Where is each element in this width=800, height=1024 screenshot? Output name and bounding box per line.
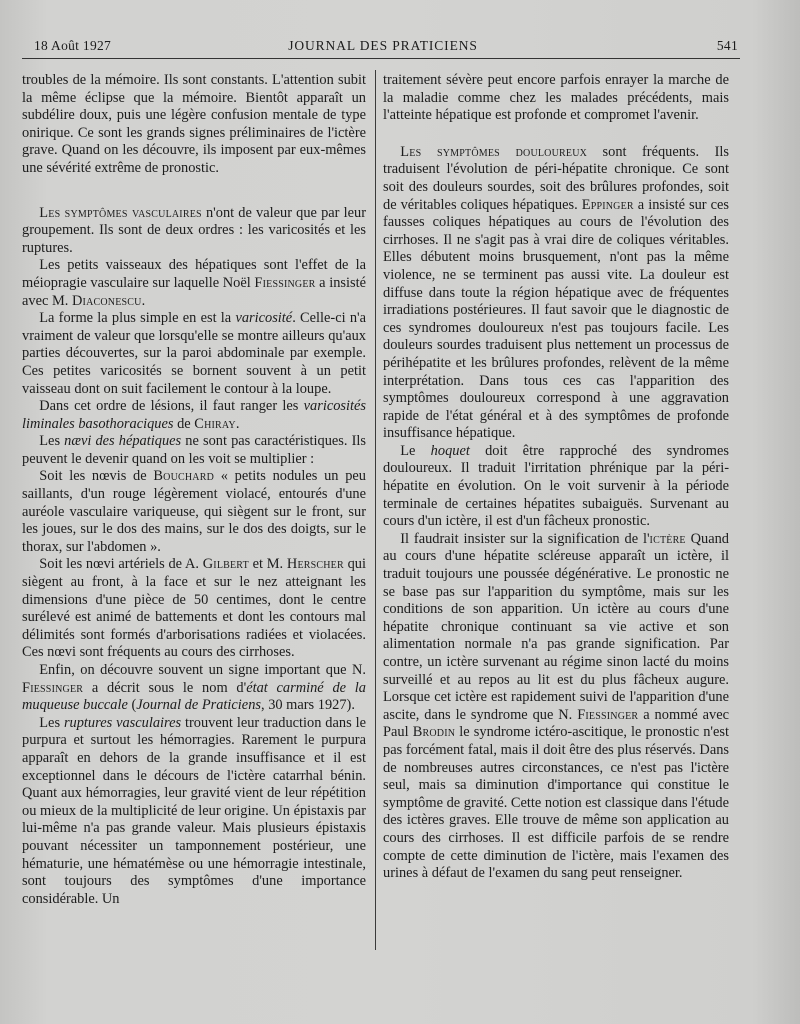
paragraph-naevi: Les nævi des hépatiques ne sont pas caractéristiques. Ils peuvent le devenir quand on les voit se multiplier : — [22, 433, 366, 467]
paragraph-hiccup: Le hoquet doit être rapproché des syndromes douloureux. Il traduit l'irritation phrénique par la péri-hépatite en évolution. On le voit survenir à la période terminale de certaines hépatites subaiguës. Survenant au cours d'un ictère, il est d'un fâcheux pronostic. — [383, 442, 729, 530]
paragraph-small-vessels: Les petits vaisseaux des hépatiques sont l'effet de la méiopragie vasculaire sur laquelle Noël Fiessinger a insisté avec M. Diaconescu. — [22, 257, 366, 309]
paragraph-liminal-varicosities: Dans cet ordre de lésions, il faut ranger les varicosités liminales basothoraciques de Chiray. — [22, 398, 366, 432]
journal-title: JOURNAL DES PRATICIENS — [288, 38, 478, 53]
paragraph-vascular-symptoms: Les symptômes vasculaires n'ont de valeur que par leur groupement. Ils sont de deux ordres : les varicosités et les ruptures. — [22, 204, 366, 256]
paragraph-carmine-state: Enfin, on découvre souvent un signe important que N. Fiessinger a décrit sous le nom d'état carminé de la muqueuse buccale (Journal de Praticiens, 30 mars 1927). — [22, 662, 366, 714]
right-column — [383, 72, 729, 883]
paragraph-icterus: Il faudrait insister sur la signification de l'ictère Quand au cours d'une hépatite scléreuse apparaît un ictère, il traduit toujours une poussée dégénérative. Le pronostic ne se base pas sur l'apparition du symptôme, mais sur les conditions de son apparition. Un ictère au cours d'une hépatite chronique continuant sa vie active et son alimentation normale n'a pas grande signification. Par contre, un ictère survenant au régime sinon lacté du moins surveillé et au repos au lit est du plus fâcheux augure. Lorsque cet ictère est rapidement suivi de l'apparition d'une ascite, dans le syndrome que N. Fiessinger a nommé avec Paul Brodin le syndrome ictéro-ascitique, le pronostic n'est pas forcément fatal, mais il doit être des plus réservés. Dans de nombreuses autres circonstances, ce n'est pas l'ictère seul, mais sa diminution d'importance qui constitue le symptôme de gravité. Cette notion est classique dans l'étude des ictères graves. Elle trouve de même son application au cours des cirrhoses. Il est difficile parfois de se rendre compte de cette diminution de l'ictère, mais l'examen des urines à défaut de l'examen du sang peut renseigner. — [383, 530, 729, 882]
column-divider — [375, 70, 376, 950]
paragraph-memory-troubles: troubles de la mémoire. Ils sont constants. L'attention subit la même éclipse que la mémoire. Bientôt apparaît un subdélire doux, puis une légère confusion mentale de type onirique. Ce sont les grands signes préliminaires de l'ictère grave. Quand on les découvre, ils imposent par eux-mêmes une sévérité extrême de pronostic. — [22, 72, 366, 176]
header-rule — [22, 58, 740, 59]
running-header — [28, 38, 738, 58]
paragraph-bouchard-naevi: Soit les nœvis de Bouchard « petits nodules un peu saillants, d'un rouge légèrement violacé, entourés d'une auréole vasculaire variqueuse, qui siègent sur le front, sur les joues, sur le dos des mains, sur le dos des doigts, sur le thorax, sur l'abdomen ». — [22, 468, 366, 555]
paragraph-vascular-ruptures: Les ruptures vasculaires trouvent leur traduction dans le purpura et surtout les hémorragies. Rarement le purpura apparaît en dehors de la grande insuffisance et il est exceptionnel dans le décours de l'ictère catarrhal bénin. Quant aux hémorragies, leur gravité vient de leur répétition ou mieux de la multiplicité de leur origine. Un épistaxis par lui-même n'a pas grande valeur. Mais plusieurs épistaxis pouvant nécessiter un tamponnement postérieur, une hématurie, une hématémèse ou une hémorragie intestinale, sont toujours des symptômes d'une importance considérable. Un — [22, 714, 366, 907]
paragraph-treatment: traitement sévère peut encore parfois enrayer la marche de la maladie comme chez les malades précédents, mais l'atteinte hépatique est profonde et compromet l'avenir. — [383, 72, 729, 124]
paragraph-arterial-naevi: Soit les nœvi artériels de A. Gilbert et M. Herscher qui siègent au front, à la face et sur le nez atteignant les dimensions d'une pièce de 50 centimes, dont le centre surélevé est animé de battements et dont les contours mal délimités sont formés d'arborisations radiées et violacées. Ces nœvi sont fréquents au cours des cirrhoses. — [22, 556, 366, 661]
header-date: 18 Août 1927 — [34, 38, 112, 53]
paragraph-painful-symptoms: Les symptômes douloureux sont fréquents. Ils traduisent l'évolution de péri-hépatite chronique. Ce sont soit des douleurs sourdes, soit des brûlures profondes, soit de véritables coliques hépatiques. Eppinger a insisté sur ces fausses coliques hépatiques au cours de l'évolution des cirrhoses. Il ne s'agit pas à vrai dire de coliques véritables. Elles débutent moins brusquement, n'ont pas la même violence, ne se terminent pas aussi vite. La douleur est diffuse dans toute la région hépatique avec de fréquentes irradiations postérieures. Il faut savoir que le diagnostic de ces syndromes douloureux n'est pas toujours facile. Les douleurs sourdes traduisent plus nettement un processus de périhépatite et les brûlures profondes, relèvent de la même interprétation. Dans tous ces cas l'apparition des symptômes douloureux correspond à une aggravation rapide de l'état général et à des symptômes de profonde insuffisance hépatique. — [383, 143, 729, 442]
paragraph-varicosity: La forme la plus simple en est la varicosité. Celle-ci n'a vraiment de valeur que lorsqu'elle se montre ailleurs qu'aux parties découvertes, sur la paroi abdominale par exemple. Ces petites varicosités se bornent souvent à un petit vaisseau dont on suit facilement le contour à la loupe. — [22, 310, 366, 397]
left-column — [22, 72, 366, 908]
page-number: 541 — [716, 38, 738, 53]
